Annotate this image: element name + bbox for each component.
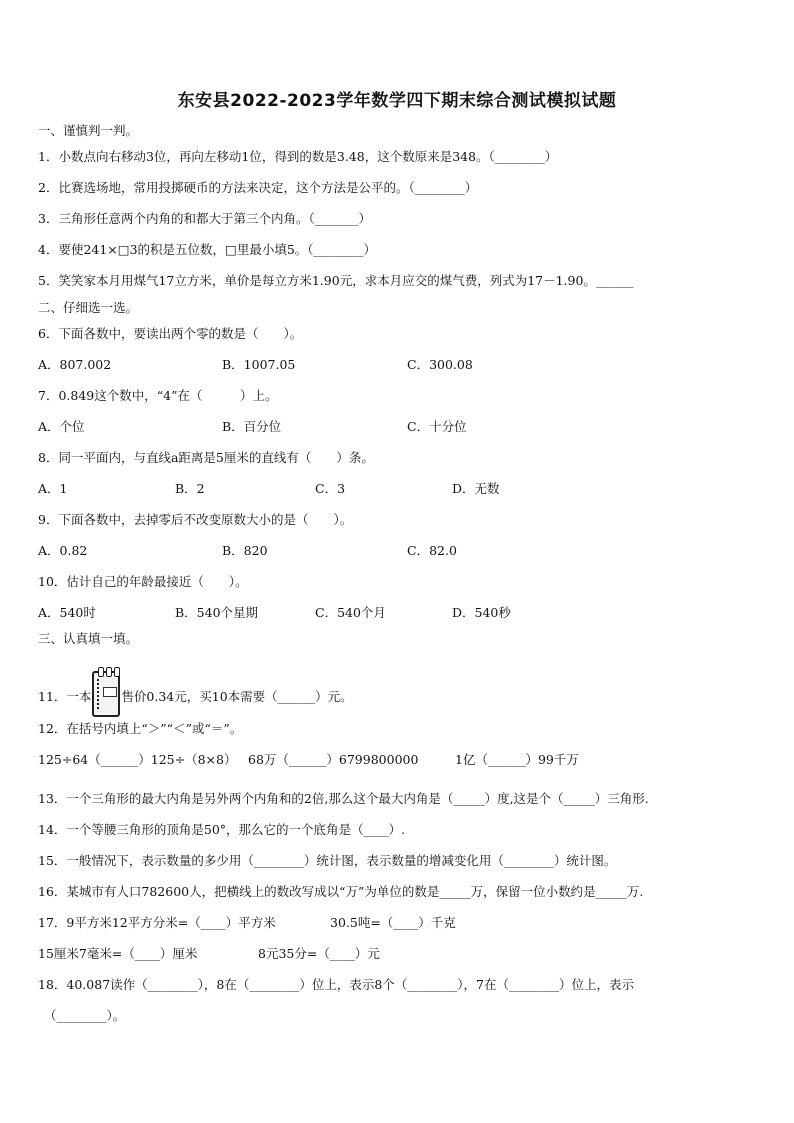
q8-option-d: D．无数 — [452, 481, 500, 496]
q10-option-c: C．540个月 — [315, 605, 386, 620]
q6-option-c: C．300.08 — [407, 357, 473, 372]
q11-text-after: 售价0.34元，买10本需要（______）元。 — [121, 689, 353, 704]
question-10: 10．估计自己的年龄最接近（ ）。 — [38, 574, 248, 589]
q10-option-d: D．540秒 — [452, 605, 511, 620]
question-6: 6．下面各数中，要读出两个零的数是（ ）。 — [38, 326, 303, 341]
question-8: 8．同一平面内，与直线a距离是5厘米的直线有（ ）条。 — [38, 450, 374, 465]
section-heading-choose: 二、仔细选一选。 — [38, 300, 139, 315]
question-15: 15．一般情况下，表示数量的多少用（________）统计图，表示数量的增减变化用（________）统计图。 — [38, 853, 617, 868]
question-7: 7．0.849这个数中，“4”在（ ）上。 — [38, 388, 278, 403]
question-3: 3．三角形任意两个内角的和都大于第三个内角。（_______） — [38, 211, 371, 226]
q6-option-a: A．807.002 — [38, 357, 112, 372]
question-9: 9．下面各数中，去掉零后不改变原数大小的是（ ）。 — [38, 512, 353, 527]
q7-option-a: A．个位 — [38, 419, 85, 434]
section-heading-fill: 三、认真填一填。 — [38, 631, 139, 646]
q17-part-1: 17．9平方米12平方分米=（____）平方米 — [38, 915, 276, 930]
q12-part-3: 1亿（______）99千万 — [455, 752, 579, 767]
q12-part-1: 125÷64（______）125÷（8×8） — [38, 752, 237, 767]
question-11 — [38, 671, 353, 717]
q9-option-b: B．820 — [222, 543, 268, 558]
section-heading-judge: 一、谨慎判一判。 — [38, 123, 139, 138]
question-18-continued: （________）。 — [44, 1008, 126, 1023]
q17-part-3: 15厘米7毫米=（____）厘米 — [38, 946, 198, 961]
q7-option-c: C．十分位 — [407, 419, 467, 434]
q8-option-c: C．3 — [315, 481, 346, 496]
question-1: 1．小数点向右移动3位，再向左移动1位，得到的数是3.48，这个数原来是348。（________） — [38, 149, 558, 164]
question-18: 18．40.087读作（________），8在（________）位上，表示8个（________），7在（________）位上，表示 — [38, 977, 635, 992]
q9-option-c: C．82.0 — [407, 543, 457, 558]
notebook-icon — [92, 671, 120, 717]
question-5: 5．笑笑家本月用煤气17立方米，单价是每立方米1.90元，求本月应交的煤气费，列式为17－1.90。______ — [38, 273, 634, 288]
question-4: 4．要使241×□3的积是五位数，□里最小填5。（________） — [38, 242, 377, 257]
q11-text-before: 11．一本 — [38, 689, 92, 704]
q10-option-b: B．540个星期 — [175, 605, 259, 620]
q8-option-b: B．2 — [175, 481, 205, 496]
q17-part-4: 8元35分=（____）元 — [258, 946, 380, 961]
q8-option-a: A．1 — [38, 481, 68, 496]
question-12: 12．在括号内填上“＞”“＜”或“＝”。 — [38, 721, 243, 736]
q9-option-a: A．0.82 — [38, 543, 88, 558]
question-13: 13．一个三角形的最大内角是另外两个内角和的2倍,那么这个最大内角是（_____）度,这是个（_____）三角形. — [38, 791, 649, 806]
q6-option-b: B．1007.05 — [222, 357, 296, 372]
q10-option-a: A．540时 — [38, 605, 96, 620]
q12-part-2: 68万（______）6799800000 — [248, 752, 419, 767]
q17-part-2: 30.5吨=（____）千克 — [330, 915, 456, 930]
question-16: 16．某城市有人口782600人，把横线上的数改写成以“万”为单位的数是_____万，保留一位小数约是_____万. — [38, 884, 644, 899]
question-14: 14．一个等腰三角形的顶角是50°，那么它的一个底角是（____）. — [38, 822, 406, 837]
q7-option-b: B．百分位 — [222, 419, 282, 434]
question-2: 2．比赛选场地，常用投掷硬币的方法来决定，这个方法是公平的。（________） — [38, 180, 478, 195]
page-title: 东安县2022-2023学年数学四下期末综合测试模拟试题 — [177, 91, 617, 111]
